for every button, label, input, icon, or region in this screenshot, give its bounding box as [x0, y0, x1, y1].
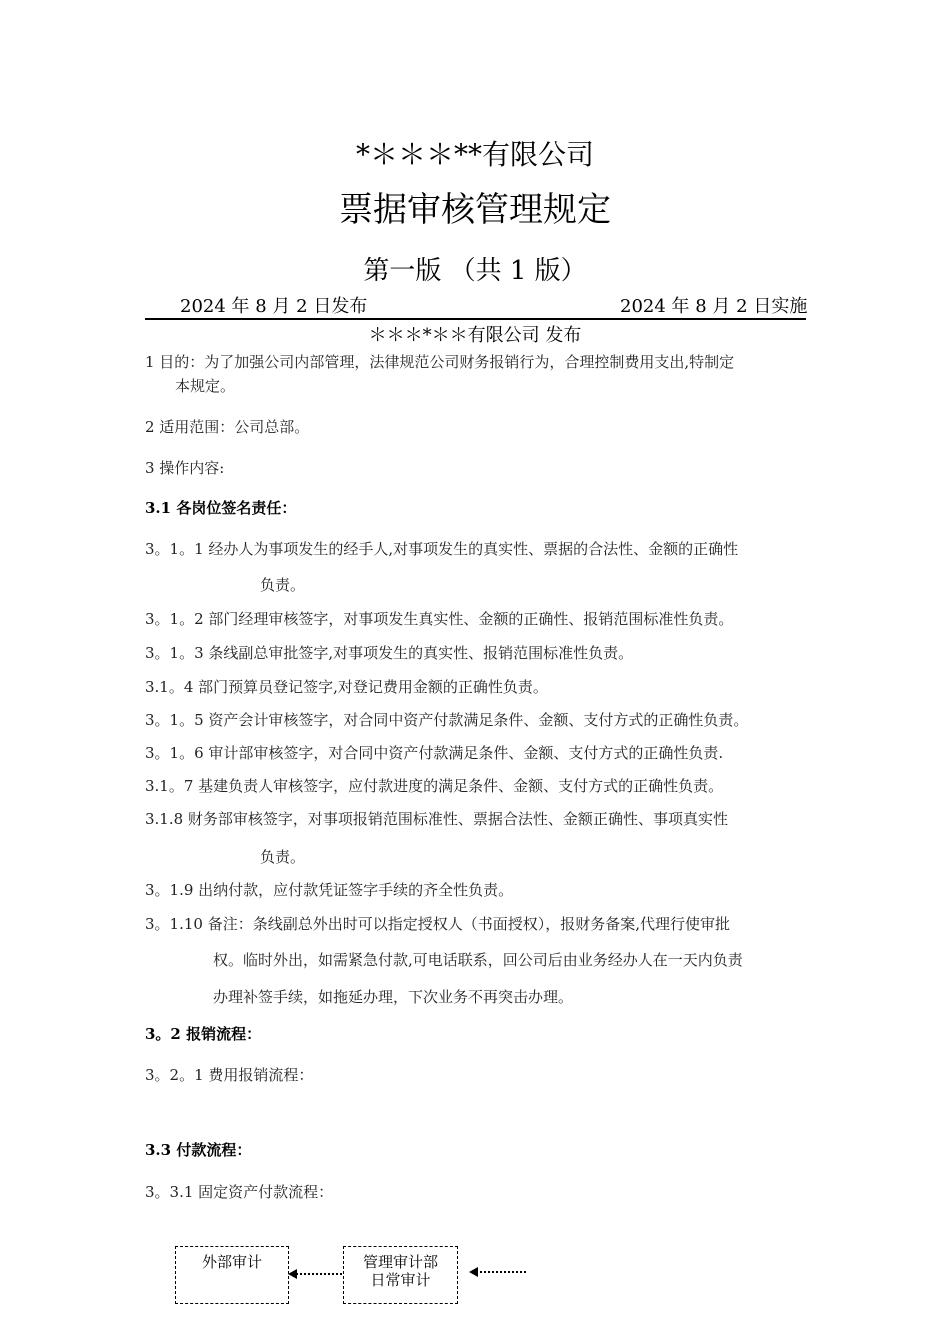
- list-item-3-1-1-cont: 负责。: [260, 576, 306, 594]
- list-item-3-1-8: 3.1.8 财务部审核签字，对事项报销范围标准性、票据合法性、金额正确性、事项真实性: [145, 810, 728, 828]
- list-item-3-1-2: 3。1。2 部门经理审核签字，对事项发生真实性、金额的正确性、报销范围标准性负责。: [145, 610, 734, 628]
- document-title: 票据审核管理规定: [339, 190, 611, 230]
- list-item-3-3-1: 3。3.1 固定资产付款流程：: [145, 1183, 334, 1201]
- paragraph-operations: 3 操作内容:: [145, 459, 225, 477]
- list-item-3-2-1: 3。2。1 费用报销流程：: [145, 1066, 314, 1084]
- flow-box-management-audit: [343, 1246, 458, 1304]
- list-item-3-1-10-cont-1: 权。临时外出，如需紧急付款,可电话联系，回公司后由业务经办人在一天内负责: [213, 951, 743, 969]
- flow-box-label: 外部审计: [201, 1253, 262, 1271]
- edition-label: 第一版 （共 1 版）: [363, 256, 587, 286]
- list-item-3-1-8-cont: 负责。: [260, 848, 306, 866]
- list-item-3-1-6: 3。1。6 审计部审核签字，对合同中资产付款满足条件、金额、支付方式的正确性负责.: [145, 744, 724, 762]
- paragraph-purpose-cont: 本规定。: [175, 377, 236, 395]
- list-item-3-1-1: 3。1。1 经办人为事项发生的经手人,对事项发生的真实性、票据的合法性、金额的正确性: [145, 540, 739, 558]
- publish-date: 2024 年 8 月 2 日发布: [180, 296, 368, 317]
- list-item-3-1-10-cont-2: 办理补签手续，如拖延办理，下次业务不再突击办理。: [213, 988, 574, 1006]
- paragraph-purpose: 1 目的：为了加强公司内部管理，法律规范公司财务报销行为，合理控制费用支出,特制定: [145, 353, 735, 371]
- section-heading-3-2: 3。2 报销流程：: [145, 1025, 262, 1043]
- section-heading-3-3: 3.3 付款流程：: [145, 1141, 252, 1159]
- section-heading-3-1: 3.1 各岗位签名责任：: [145, 499, 297, 517]
- list-item-3-1-4: 3.1。4 部门预算员登记签字,对登记费用金额的正确性负责。: [145, 678, 548, 696]
- implement-date: 2024 年 8 月 2 日实施: [620, 296, 808, 317]
- company-name: *＊＊＊**有限公司: [355, 138, 594, 171]
- list-item-3-1-9: 3。1.9 出纳付款，应付款凭证签字手续的齐全性负责。: [145, 881, 514, 899]
- flow-box-label-line2: 日常审计: [370, 1271, 431, 1289]
- list-item-3-1-5: 3。1。5 资产会计审核签字，对合同中资产付款满足条件、金额、支付方式的正确性负责。: [145, 711, 749, 729]
- flow-arrow-to-management: [466, 1262, 530, 1282]
- header-divider: [145, 318, 806, 320]
- list-item-3-1-10: 3。1.10 备注：条线副总外出时可以指定授权人（书面授权），报财务备案,代理行使审批: [145, 915, 730, 933]
- list-item-3-1-3: 3。1。3 条线副总审批签字,对事项发生的真实性、报销范围标准性负责。: [145, 644, 634, 662]
- flow-box-label-line1: 管理审计部: [362, 1253, 438, 1271]
- publisher-line: ＊＊＊*＊＊有限公司 发布: [368, 325, 582, 346]
- flow-arrow-to-external: [286, 1264, 346, 1284]
- paragraph-scope: 2 适用范围：公司总部。: [145, 418, 310, 436]
- list-item-3-1-7: 3.1。7 基建负责人审核签字，应付款进度的满足条件、金额、支付方式的正确性负责。: [145, 777, 724, 795]
- flow-box-external-audit: [175, 1246, 289, 1304]
